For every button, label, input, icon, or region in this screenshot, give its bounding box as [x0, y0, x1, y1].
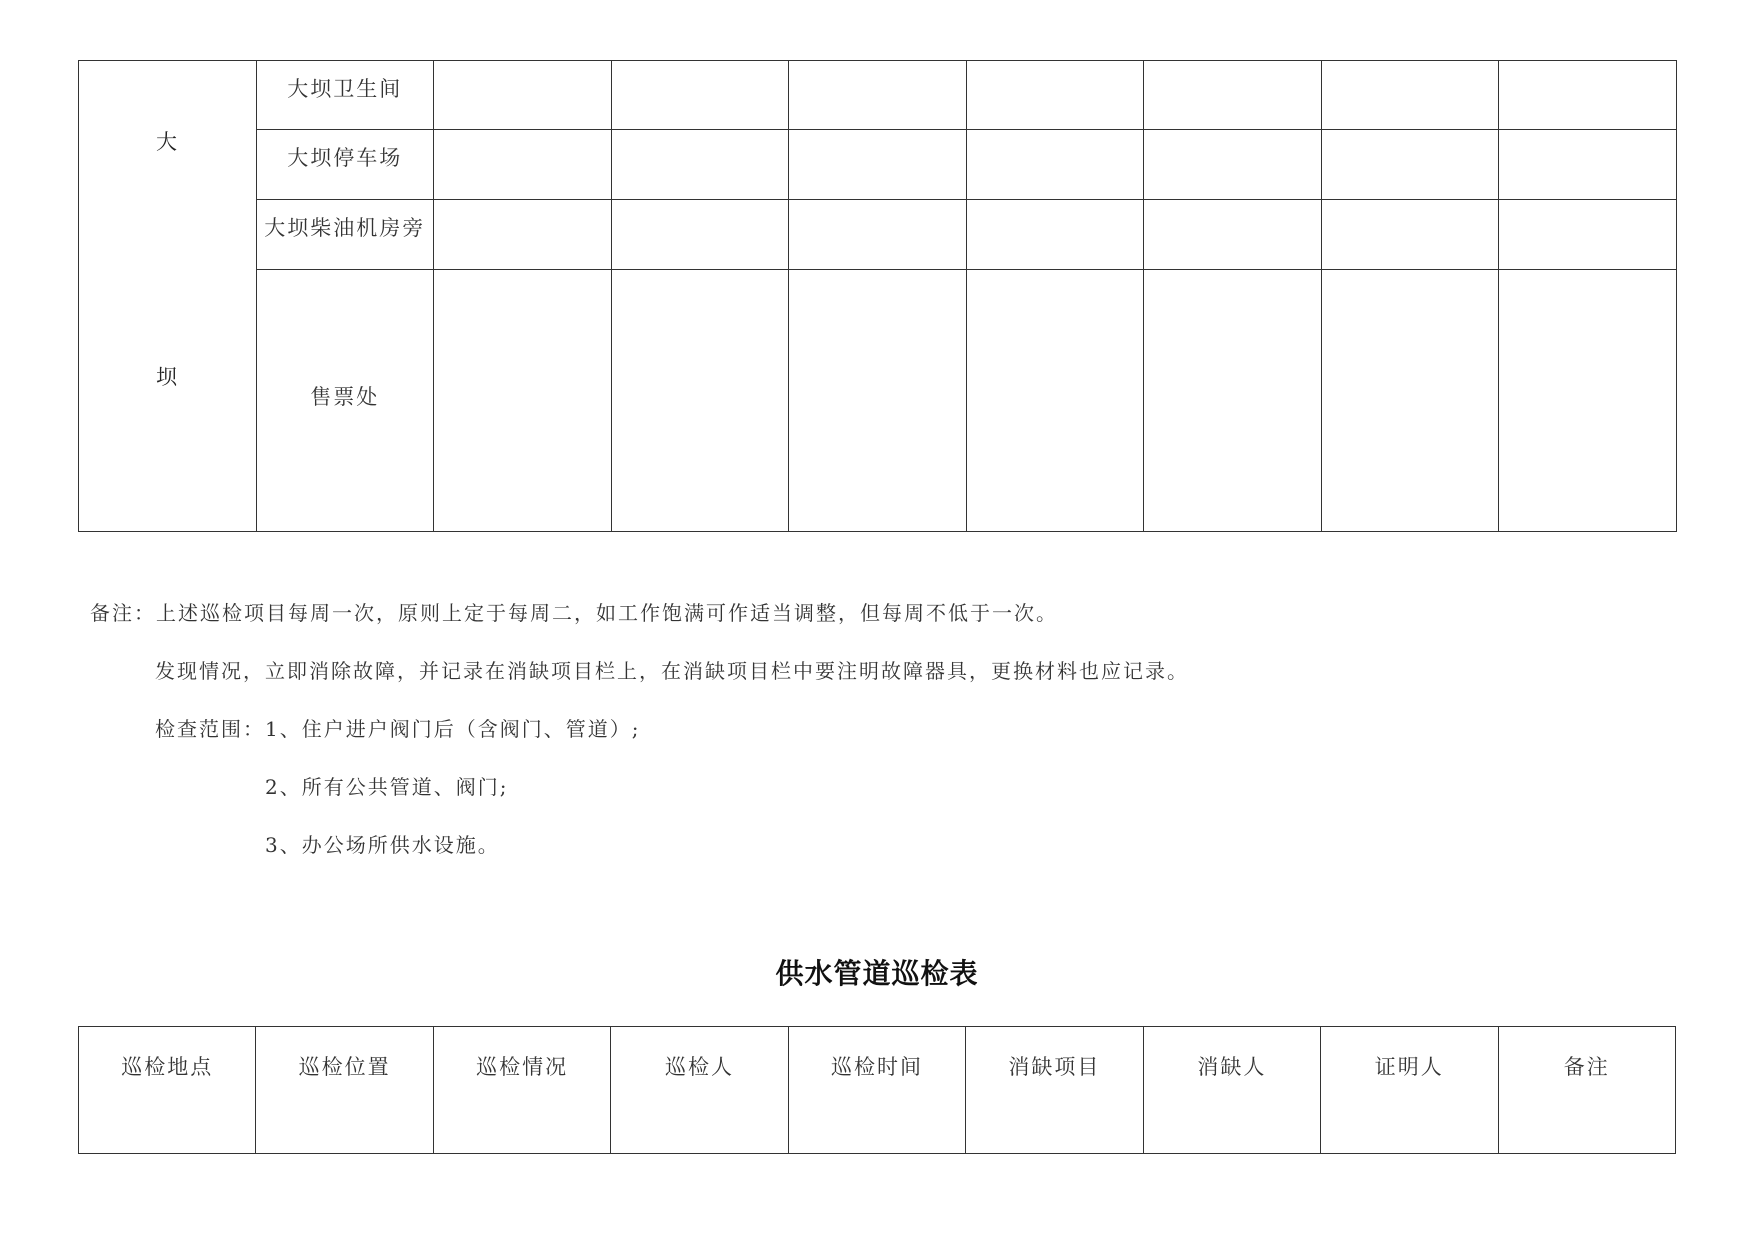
header-cell: 巡检位置 — [256, 1027, 433, 1154]
header-cell: 巡检情况 — [433, 1027, 610, 1154]
location-cell: 大坝卫生间 — [256, 61, 434, 130]
header-cell: 消缺项目 — [966, 1027, 1143, 1154]
group-label-ba: 坝 — [156, 365, 177, 389]
header-cell: 巡检地点 — [79, 1027, 256, 1154]
group-label-da: 大 — [156, 130, 177, 154]
location-cell: 大坝柴油机房旁 — [256, 200, 434, 270]
note-line-1: 备注：上述巡检项目每周一次，原则上定于每周二，如工作饱满可作适当调整，但每周不低于一次。 — [90, 601, 1058, 625]
page-title: 供水管道巡检表 — [775, 957, 979, 990]
table-header-row — [79, 1027, 1676, 1154]
header-cell: 消缺人 — [1143, 1027, 1320, 1154]
table-row — [79, 130, 1677, 200]
header-cell: 巡检人 — [611, 1027, 788, 1154]
header-cell: 巡检时间 — [788, 1027, 965, 1154]
note-line-5: 3、办公场所供水设施。 — [265, 833, 500, 857]
note-line-2: 发现情况，立即消除故障，并记录在消缺项目栏上，在消缺项目栏中要注明故障器具，更换材料也应记录。 — [155, 659, 1189, 683]
location-cell: 售票处 — [256, 270, 434, 532]
table-row — [79, 270, 1677, 532]
header-cell: 备注 — [1498, 1027, 1676, 1154]
table-row — [79, 200, 1677, 270]
location-cell: 大坝停车场 — [256, 130, 434, 200]
inspection-table-continued — [78, 60, 1677, 532]
note-line-4: 2、所有公共管道、阀门; — [265, 775, 509, 799]
inspection-table-header — [78, 1026, 1676, 1154]
header-cell: 证明人 — [1321, 1027, 1498, 1154]
note-line-3: 检查范围：1、住户进户阀门后（含阀门、管道）; — [155, 717, 641, 741]
table-row — [79, 61, 1677, 130]
